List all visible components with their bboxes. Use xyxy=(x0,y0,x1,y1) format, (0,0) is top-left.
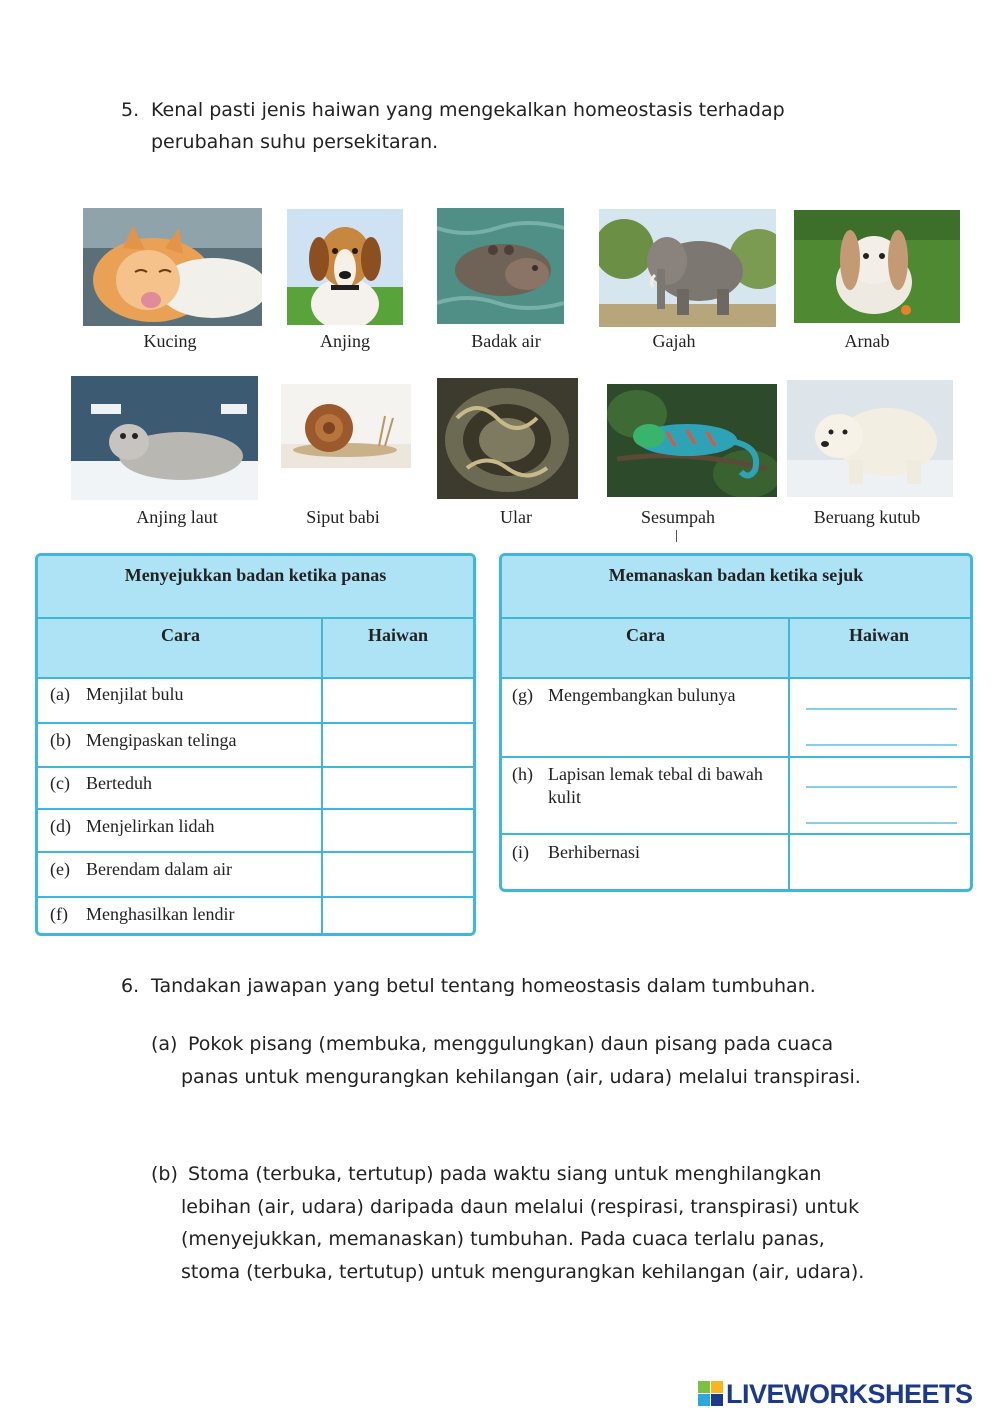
question-6b-label: (b) xyxy=(151,1163,178,1185)
animal-label-arnab: Arnab xyxy=(844,331,890,351)
question-5-text: Kenal pasti jenis haiwan yang mengekalkan homeostasis terhadap perubahan suhu persekitaran. xyxy=(151,99,785,153)
animal-label-siput-babi: Siput babi xyxy=(306,507,380,527)
chameleon-photo xyxy=(607,384,777,497)
animal-label-anjing-laut: Anjing laut xyxy=(136,507,218,527)
animal-label-beruang-kutub: Beruang kutub xyxy=(813,507,921,527)
answer-line-h2[interactable] xyxy=(806,822,957,824)
answer-line-g1[interactable] xyxy=(806,708,957,710)
liveworksheets-logo xyxy=(698,1379,973,1409)
question-6-text: Tandakan jawapan yang betul tentang homeostasis dalam tumbuhan. xyxy=(151,975,816,997)
seal-photo xyxy=(71,376,258,500)
answer-line-h1[interactable] xyxy=(806,786,957,788)
liveworksheets-wordmark: LIVEWORKSHEETS xyxy=(726,1378,973,1409)
question-6a-text: Pokok pisang (membuka, menggulungkan) daun pisang pada cuaca panas untuk mengurangkan kehilangan (air, udara) melalui transpirasi. xyxy=(181,1033,861,1088)
table-cooling-title: Menyejukkan badan ketika panas xyxy=(124,565,387,585)
table-warming-col-haiwan: Haiwan xyxy=(848,625,909,645)
polar-bear-photo xyxy=(787,380,953,497)
answer-line-g2[interactable] xyxy=(806,744,957,746)
snail-photo xyxy=(281,384,411,468)
elephant-photo xyxy=(599,209,776,327)
table-cooling-col-haiwan: Haiwan xyxy=(367,625,428,645)
table-warming-title: Memanaskan badan ketika sejuk xyxy=(608,565,864,585)
table-cooling: Menyejukkan badan ketika panas Cara Haiwan (a) Menjilat bulu (b) Mengipaskan telinga (c) Berteduh (d) Menjelirkan lidah (e) Berendam dalam air (f) Menghasilkan lendir xyxy=(35,553,476,936)
liveworksheets-icon xyxy=(698,1381,724,1407)
divider-tick xyxy=(676,530,677,542)
animal-label-sesumpah: Sesumpah xyxy=(641,507,715,527)
rabbit-photo xyxy=(794,210,960,323)
question-6b-text: Stoma (terbuka, tertutup) pada waktu siang untuk menghilangkan lebihan (air, udara) daripada daun melalui (respirasi, transpirasi) untuk (menyejukkan, memanaskan) tumbuhan. Pada cuaca terlalu panas, stoma (terbuka, tertutup) untuk mengurangkan kehilangan (air, udara). xyxy=(181,1163,865,1283)
animal-label-anjing: Anjing xyxy=(319,331,370,351)
animal-label-gajah: Gajah xyxy=(652,331,696,351)
dog-photo xyxy=(287,209,403,325)
question-6a-label: (a) xyxy=(151,1033,178,1055)
table-cooling-col-cara: Cara xyxy=(161,625,200,645)
animal-label-badak-air: Badak air xyxy=(471,331,541,351)
table-warming-col-cara: Cara xyxy=(626,625,665,645)
question-6-number: 6. xyxy=(121,975,140,997)
snake-photo xyxy=(437,378,578,499)
table-warming: Memanaskan badan ketika sejuk Cara Haiwan (g) Mengembangkan bulunya (h) Lapisan lemak tebal di bawah kulit (i) Berhibernasi xyxy=(499,553,973,892)
hippo-photo xyxy=(437,208,564,324)
cat-photo xyxy=(83,208,262,326)
animal-label-kucing: Kucing xyxy=(143,331,197,351)
question-5-number: 5. xyxy=(121,99,140,121)
animal-label-ular: Ular xyxy=(500,507,532,527)
